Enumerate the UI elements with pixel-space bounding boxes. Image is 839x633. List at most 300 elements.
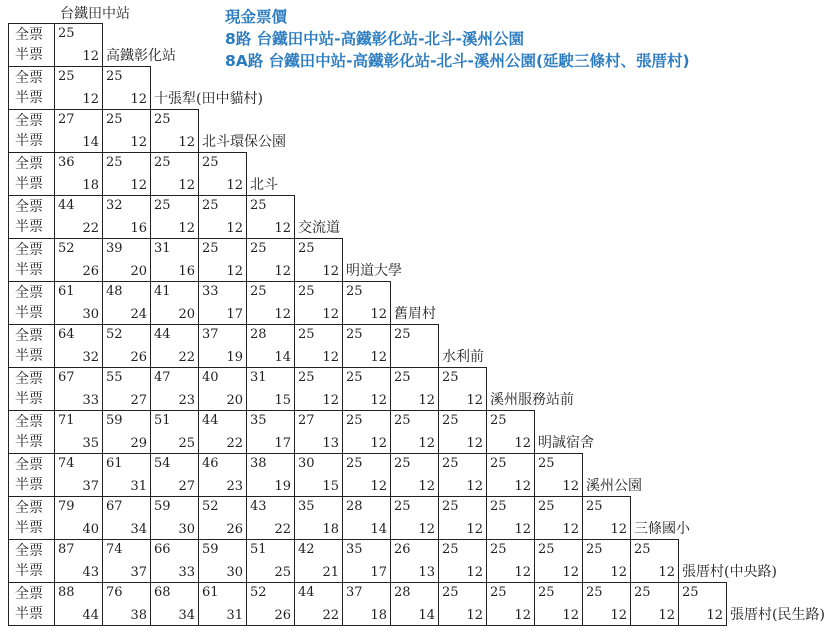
station-label: 高鐵彰化站 (106, 48, 176, 64)
full-fare-value: 44 (298, 585, 315, 600)
full-fare-value: 51 (250, 542, 267, 557)
half-fare-value: 12 (322, 264, 339, 279)
half-fare-label: 半票 (15, 133, 43, 149)
half-fare-value: 12 (82, 92, 99, 107)
full-fare-value: 52 (250, 585, 267, 600)
full-fare-value: 27 (298, 413, 315, 428)
full-fare-value: 25 (490, 499, 507, 514)
full-fare-value: 66 (154, 542, 171, 557)
ticket-type-label-box (8, 195, 55, 239)
full-fare-value: 52 (106, 327, 123, 342)
fare-cell (390, 539, 439, 583)
full-fare-value: 52 (202, 499, 219, 514)
fare-cell (102, 582, 151, 626)
half-fare-value: 44 (82, 608, 99, 623)
full-fare-value: 39 (106, 241, 123, 256)
full-fare-value: 35 (346, 542, 363, 557)
half-fare-value: 16 (130, 221, 147, 236)
full-fare-label: 全票 (15, 27, 43, 43)
half-fare-value: 21 (322, 565, 339, 580)
half-fare-value: 12 (562, 522, 579, 537)
full-fare-value: 67 (58, 370, 75, 385)
fare-cell (390, 453, 439, 497)
half-fare-value: 26 (130, 350, 147, 365)
fare-cell (486, 496, 535, 540)
half-fare-value: 12 (274, 221, 291, 236)
full-fare-value: 25 (202, 241, 219, 256)
half-fare-value: 12 (658, 565, 675, 580)
full-fare-value: 25 (442, 413, 459, 428)
full-fare-label: 全票 (15, 543, 43, 559)
full-fare-value: 38 (250, 456, 267, 471)
full-fare-value: 25 (634, 585, 651, 600)
fare-cell (438, 582, 487, 626)
fare-cell (582, 539, 631, 583)
full-fare-value: 67 (106, 499, 123, 514)
fare-cell (54, 410, 103, 454)
fare-title: 現金票價 (225, 8, 288, 26)
half-fare-value: 12 (226, 221, 243, 236)
full-fare-value: 25 (442, 499, 459, 514)
half-fare-value: 37 (130, 565, 147, 580)
half-fare-value: 12 (130, 92, 147, 107)
half-fare-value: 31 (226, 608, 243, 623)
half-fare-value: 12 (562, 608, 579, 623)
full-fare-value: 25 (154, 198, 171, 213)
full-fare-value: 59 (202, 542, 219, 557)
full-fare-value: 54 (154, 456, 171, 471)
ticket-type-label-box (8, 367, 55, 411)
fare-cell (438, 453, 487, 497)
station-label: 張厝村(中央路) (682, 564, 777, 580)
full-fare-value: 25 (682, 585, 699, 600)
half-fare-value: 14 (370, 522, 387, 537)
half-fare-value: 26 (274, 608, 291, 623)
fare-cell (294, 453, 343, 497)
half-fare-value: 14 (82, 135, 99, 150)
fare-cell (390, 324, 439, 368)
half-fare-value: 12 (418, 522, 435, 537)
fare-cell (102, 195, 151, 239)
half-fare-value: 20 (178, 307, 195, 322)
full-fare-value: 59 (154, 499, 171, 514)
half-fare-value: 40 (82, 522, 99, 537)
full-fare-value: 79 (58, 499, 75, 514)
half-fare-label: 半票 (15, 262, 43, 278)
fare-cell (246, 582, 295, 626)
half-fare-value: 12 (418, 393, 435, 408)
full-fare-value: 25 (442, 542, 459, 557)
fare-cell (342, 539, 391, 583)
full-fare-value: 51 (154, 413, 171, 428)
half-fare-value: 15 (274, 393, 291, 408)
full-fare-label: 全票 (15, 113, 43, 129)
fare-cell (246, 195, 295, 239)
fare-cell (150, 367, 199, 411)
station-label: 溪州服務站前 (490, 392, 574, 408)
fare-cell (150, 152, 199, 196)
fare-cell (102, 324, 151, 368)
half-fare-value: 43 (82, 565, 99, 580)
station-label: 十張犁(田中貓村) (154, 91, 263, 107)
full-fare-value: 25 (490, 456, 507, 471)
half-fare-value: 18 (322, 522, 339, 537)
half-fare-value: 22 (226, 436, 243, 451)
full-fare-value: 25 (202, 155, 219, 170)
half-fare-value: 18 (82, 178, 99, 193)
half-fare-value: 22 (274, 522, 291, 537)
half-fare-value: 33 (82, 393, 99, 408)
fare-cell (582, 496, 631, 540)
fare-cell (486, 582, 535, 626)
half-fare-value: 17 (226, 307, 243, 322)
fare-cell (54, 152, 103, 196)
half-fare-value: 12 (610, 565, 627, 580)
fare-cell (486, 539, 535, 583)
full-fare-value: 44 (154, 327, 171, 342)
full-fare-value: 25 (154, 155, 171, 170)
half-fare-value: 12 (274, 307, 291, 322)
full-fare-value: 32 (106, 198, 123, 213)
fare-cell (390, 367, 439, 411)
half-fare-value: 23 (178, 393, 195, 408)
fare-cell (246, 367, 295, 411)
fare-cell (198, 582, 247, 626)
half-fare-value: 12 (562, 479, 579, 494)
full-fare-value: 61 (58, 284, 75, 299)
full-fare-value: 25 (250, 284, 267, 299)
half-fare-value: 12 (178, 178, 195, 193)
fare-cell (294, 496, 343, 540)
half-fare-value: 12 (466, 608, 483, 623)
half-fare-value: 12 (82, 49, 99, 64)
fare-cell (246, 496, 295, 540)
fare-cell (54, 66, 103, 110)
half-fare-value: 12 (370, 436, 387, 451)
half-fare-value: 12 (706, 608, 723, 623)
fare-cell (294, 238, 343, 282)
full-fare-value: 64 (58, 327, 75, 342)
fare-cell (150, 410, 199, 454)
half-fare-label: 半票 (15, 434, 43, 450)
full-fare-value: 25 (58, 26, 75, 41)
fare-cell (198, 410, 247, 454)
fare-cell (438, 496, 487, 540)
half-fare-value: 12 (322, 393, 339, 408)
full-fare-value: 44 (58, 198, 75, 213)
fare-cell (102, 453, 151, 497)
full-fare-value: 88 (58, 585, 75, 600)
fare-cell (294, 367, 343, 411)
half-fare-value: 19 (274, 479, 291, 494)
full-fare-value: 25 (634, 542, 651, 557)
fare-cell (294, 582, 343, 626)
full-fare-value: 27 (58, 112, 75, 127)
full-fare-value: 74 (106, 542, 123, 557)
full-fare-value: 36 (58, 155, 75, 170)
half-fare-value: 30 (226, 565, 243, 580)
full-fare-value: 25 (346, 370, 363, 385)
half-fare-label: 半票 (15, 520, 43, 536)
full-fare-value: 25 (298, 370, 315, 385)
half-fare-value: 15 (322, 479, 339, 494)
full-fare-value: 44 (202, 413, 219, 428)
half-fare-value: 20 (226, 393, 243, 408)
full-fare-label: 全票 (15, 285, 43, 301)
fare-cell (198, 367, 247, 411)
fare-cell (102, 539, 151, 583)
station-label: 明誠宿舍 (538, 435, 594, 451)
half-fare-value: 13 (322, 436, 339, 451)
fare-cell (630, 582, 679, 626)
full-fare-label: 全票 (15, 70, 43, 86)
full-fare-value: 25 (250, 241, 267, 256)
fare-cell (342, 367, 391, 411)
fare-cell (390, 496, 439, 540)
fare-cell (534, 453, 583, 497)
fare-cell (534, 539, 583, 583)
ticket-type-label-box (8, 66, 55, 110)
half-fare-value: 27 (178, 479, 195, 494)
fare-cell (150, 453, 199, 497)
fare-cell (54, 453, 103, 497)
full-fare-value: 25 (394, 327, 411, 342)
full-fare-value: 25 (538, 542, 555, 557)
fare-cell (678, 582, 727, 626)
fare-cell (342, 496, 391, 540)
half-fare-value: 12 (178, 221, 195, 236)
full-fare-value: 68 (154, 585, 171, 600)
fare-cell (54, 496, 103, 540)
route-8a-label: 8A路 台鐵田中站-高鐵彰化站-北斗-溪州公園(延駛三條村、張厝村) (225, 52, 690, 70)
half-fare-value: 13 (418, 565, 435, 580)
half-fare-value: 12 (322, 307, 339, 322)
half-fare-value: 12 (466, 479, 483, 494)
half-fare-label: 半票 (15, 563, 43, 579)
half-fare-value: 12 (514, 522, 531, 537)
ticket-type-label-box (8, 238, 55, 282)
full-fare-value: 25 (490, 413, 507, 428)
half-fare-value: 12 (514, 479, 531, 494)
full-fare-value: 26 (394, 542, 411, 557)
full-fare-label: 全票 (15, 242, 43, 258)
half-fare-value: 18 (370, 608, 387, 623)
fare-cell (630, 539, 679, 583)
full-fare-value: 25 (58, 69, 75, 84)
fare-cell (102, 410, 151, 454)
half-fare-label: 半票 (15, 305, 43, 321)
full-fare-value: 30 (298, 456, 315, 471)
half-fare-value: 30 (82, 307, 99, 322)
full-fare-label: 全票 (15, 328, 43, 344)
station-label: 三條國小 (634, 521, 690, 537)
fare-cell (150, 109, 199, 153)
fare-cell (438, 539, 487, 583)
half-fare-value: 16 (178, 264, 195, 279)
fare-cell (390, 582, 439, 626)
full-fare-value: 35 (250, 413, 267, 428)
full-fare-value: 61 (202, 585, 219, 600)
ticket-type-label-box (8, 324, 55, 368)
half-fare-value: 22 (178, 350, 195, 365)
full-fare-label: 全票 (15, 156, 43, 172)
full-fare-value: 28 (394, 585, 411, 600)
ticket-type-label-box (8, 152, 55, 196)
fare-cell (198, 152, 247, 196)
full-fare-value: 41 (154, 284, 171, 299)
full-fare-value: 40 (202, 370, 219, 385)
half-fare-value: 34 (178, 608, 195, 623)
full-fare-value: 25 (154, 112, 171, 127)
station-label: 舊眉村 (394, 306, 436, 322)
ticket-type-label-box (8, 109, 55, 153)
full-fare-value: 37 (346, 585, 363, 600)
full-fare-label: 全票 (15, 586, 43, 602)
full-fare-value: 31 (154, 241, 171, 256)
fare-cell (294, 410, 343, 454)
half-fare-label: 半票 (15, 47, 43, 63)
full-fare-value: 25 (586, 542, 603, 557)
station-label: 水利前 (442, 349, 484, 365)
ticket-type-label-box (8, 539, 55, 583)
ticket-type-label-box (8, 23, 55, 67)
full-fare-value: 48 (106, 284, 123, 299)
fare-cell (390, 410, 439, 454)
half-fare-label: 半票 (15, 477, 43, 493)
half-fare-value: 37 (82, 479, 99, 494)
fare-cell (246, 324, 295, 368)
station-label: 明道大學 (346, 263, 402, 279)
half-fare-value: 29 (130, 436, 147, 451)
fare-cell (294, 324, 343, 368)
half-fare-value: 17 (370, 565, 387, 580)
fare-cell (54, 324, 103, 368)
full-fare-value: 25 (394, 456, 411, 471)
half-fare-value: 23 (226, 479, 243, 494)
fare-cell (198, 195, 247, 239)
fare-cell (102, 152, 151, 196)
half-fare-value: 12 (610, 522, 627, 537)
full-fare-value: 25 (538, 499, 555, 514)
station-label: 北斗環保公園 (202, 134, 286, 150)
half-fare-label: 半票 (15, 606, 43, 622)
full-fare-value: 25 (442, 456, 459, 471)
half-fare-value: 12 (370, 479, 387, 494)
full-fare-value: 43 (250, 499, 267, 514)
station-label: 張厝村(民生路) (730, 607, 825, 623)
fare-cell (54, 281, 103, 325)
full-fare-value: 25 (298, 241, 315, 256)
fare-cell (198, 238, 247, 282)
full-fare-value: 25 (442, 585, 459, 600)
full-fare-value: 74 (58, 456, 75, 471)
full-fare-value: 61 (106, 456, 123, 471)
full-fare-value: 35 (298, 499, 315, 514)
half-fare-value: 12 (418, 436, 435, 451)
half-fare-value: 19 (226, 350, 243, 365)
full-fare-value: 25 (490, 542, 507, 557)
fare-cell (198, 324, 247, 368)
fare-cell (150, 582, 199, 626)
half-fare-label: 半票 (15, 90, 43, 106)
half-fare-value: 12 (418, 479, 435, 494)
half-fare-label: 半票 (15, 391, 43, 407)
fare-cell (246, 539, 295, 583)
fare-cell (198, 453, 247, 497)
fare-cell (150, 324, 199, 368)
half-fare-value: 12 (274, 264, 291, 279)
fare-cell (486, 453, 535, 497)
fare-cell (54, 367, 103, 411)
full-fare-label: 全票 (15, 371, 43, 387)
fare-cell (246, 410, 295, 454)
fare-cell (150, 238, 199, 282)
half-fare-value: 17 (274, 436, 291, 451)
half-fare-value: 26 (226, 522, 243, 537)
fare-cell (342, 453, 391, 497)
full-fare-value: 25 (346, 413, 363, 428)
fare-cell (54, 23, 103, 67)
full-fare-value: 25 (490, 585, 507, 600)
fare-cell (438, 367, 487, 411)
fare-cell (54, 238, 103, 282)
full-fare-value: 76 (106, 585, 123, 600)
half-fare-value: 12 (370, 393, 387, 408)
fare-cell (246, 453, 295, 497)
half-fare-value: 12 (514, 436, 531, 451)
half-fare-value: 14 (418, 608, 435, 623)
half-fare-value: 22 (82, 221, 99, 236)
half-fare-value: 12 (466, 565, 483, 580)
route-8-label: 8路 台鐵田中站-高鐵彰化站-北斗-溪州公園 (225, 30, 524, 48)
fare-cell (54, 195, 103, 239)
station-label: 交流道 (298, 220, 340, 236)
full-fare-value: 28 (250, 327, 267, 342)
half-fare-value: 31 (130, 479, 147, 494)
half-fare-value: 38 (130, 608, 147, 623)
full-fare-label: 全票 (15, 457, 43, 473)
fare-cell (198, 281, 247, 325)
fare-cell (150, 496, 199, 540)
ticket-type-label-box (8, 582, 55, 626)
fare-cell (102, 66, 151, 110)
full-fare-value: 25 (538, 456, 555, 471)
fare-cell (486, 410, 535, 454)
half-fare-value: 12 (514, 608, 531, 623)
fare-cell (150, 281, 199, 325)
ticket-type-label-box (8, 410, 55, 454)
full-fare-value: 25 (346, 456, 363, 471)
half-fare-value: 25 (178, 436, 195, 451)
fare-cell (150, 195, 199, 239)
half-fare-value: 25 (274, 565, 291, 580)
station-label: 北斗 (250, 177, 278, 193)
half-fare-value: 27 (130, 393, 147, 408)
full-fare-value: 25 (346, 284, 363, 299)
half-fare-value: 12 (130, 135, 147, 150)
half-fare-value: 12 (658, 608, 675, 623)
fare-cell (582, 582, 631, 626)
fare-cell (198, 496, 247, 540)
fare-cell (246, 281, 295, 325)
fare-cell (150, 539, 199, 583)
fare-cell (342, 410, 391, 454)
full-fare-value: 25 (298, 327, 315, 342)
full-fare-value: 33 (202, 284, 219, 299)
half-fare-label: 半票 (15, 219, 43, 235)
full-fare-value: 25 (394, 499, 411, 514)
fare-cell (438, 410, 487, 454)
